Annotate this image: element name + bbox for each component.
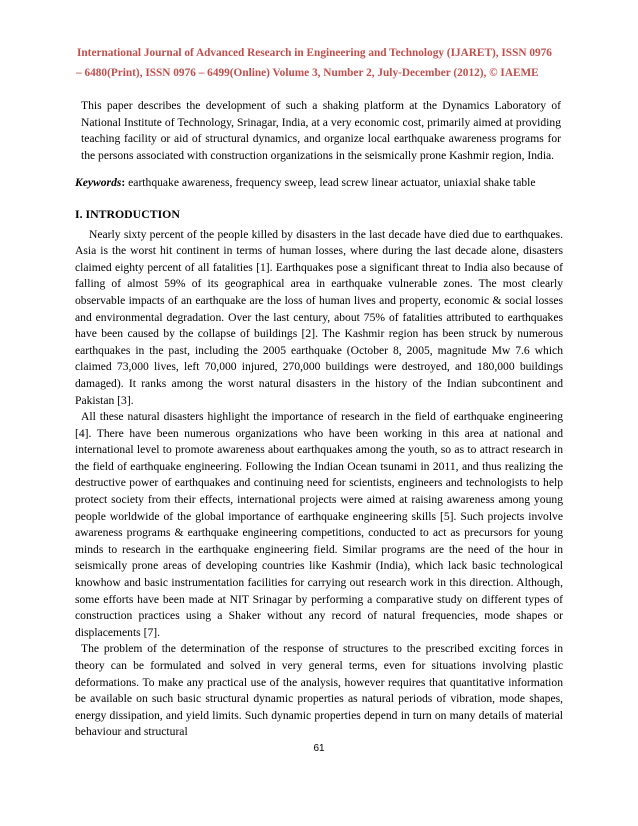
page-body	[75, 98, 563, 741]
journal-header-line-1: International Journal of Advanced Research in Engineering and Technology (IJARET), ISSN 0976	[77, 47, 552, 59]
section-heading-introduction: I. INTRODUCTION	[75, 206, 180, 221]
keywords-colon: :	[121, 176, 126, 190]
introduction-paragraph-3: The problem of the determination of the response of structures to the prescribed exciting forces in theory can be formulated and solved in very general terms, even for situations involving plastic deformations. To make any practical use of the analysis, however requires that quantitative information be available on such basic structural dynamic properties as natural periods of vibration, mode shapes, energy dissipation, and yield limits. Such dynamic properties depend in turn on many details of material behaviour and structural	[75, 642, 563, 739]
introduction-paragraph-1: Nearly sixty percent of the people killed by disasters in the last decade have died due to earthquakes. Asia is the worst hit continent in terms of human losses, where during the last decade alone, disasters claimed eighty percent of all fatalities [1]. Earthquakes pose a significant threat to India also because of falling of almost 59% of its geographical area in earthquake vulnerable zones. The most clearly observable impacts of an earthquake are the loss of human lives and property, economic & social losses and environmental degradation. Over the last century, about 75% of fatalities attributed to earthquakes have been caused by the collapse of buildings [2]. The Kashmir region has been struck by numerous earthquakes in the past, including the 2005 earthquake (October 8, 2005, magnitude Mw 7.6 which claimed 73,000 lives, left 70,000 injured, 270,000 buildings were destroyed, and 180,000 buildings damaged). It ranks among the worst natural disasters in the history of the Indian subcontinent and Pakistan [3].	[75, 227, 563, 407]
keywords-label: Keywords	[75, 176, 122, 190]
keywords	[75, 175, 563, 192]
journal-header-line-2: – 6480(Print), ISSN 0976 – 6499(Online) Volume 3, Number 2, July-December (2012), © IAEME	[76, 67, 539, 79]
abstract-paragraph: This paper describes the development of such a shaking platform at the Dynamics Laboratory of National Institute of Technology, Srinagar, India, at a very economic cost, primarily aimed at providing teaching facility or aid of structural dynamics, and organize local earthquake awareness programs for the persons associated with construction organizations in the seismically prone Kashmir region, India.	[81, 99, 561, 162]
page-number: 61	[313, 743, 325, 754]
journal-header	[77, 43, 597, 83]
introduction-paragraph-2: All these natural disasters highlight the importance of research in the field of earthquake engineering [4]. There have been numerous organizations who have been working in this area at national and international level to promote awareness about earthquakes among the youth, so as to attract research in the field of earthquake engineering. Following the Indian Ocean tsunami in 2011, and thus realizing the destructive power of earthquakes and continuing need for scientists, engineers and technologists to help protect society from their effects, international projects were aimed at raising awareness among young people worldwide of the global importance of earthquake engineering skills [5]. Such projects involve awareness programs & earthquake engineering competitions, conducted to act as precursors for young minds to research in the earthquake engineering field. Similar programs are the need of the hour in seismically prone areas of developing countries like Kashmir (India), which lack basic technological knowhow and basic instrumentation facilities for carrying out research work in this direction. Although, some efforts have been made at NIT Srinagar by performing a comparative study on different types of construction practices using a Shaker without any record of natural frequencies, mode shapes or displacements [7].	[75, 410, 563, 639]
keywords-text: earthquake awareness, frequency sweep, lead screw linear actuator, uniaxial shake table	[125, 176, 536, 190]
